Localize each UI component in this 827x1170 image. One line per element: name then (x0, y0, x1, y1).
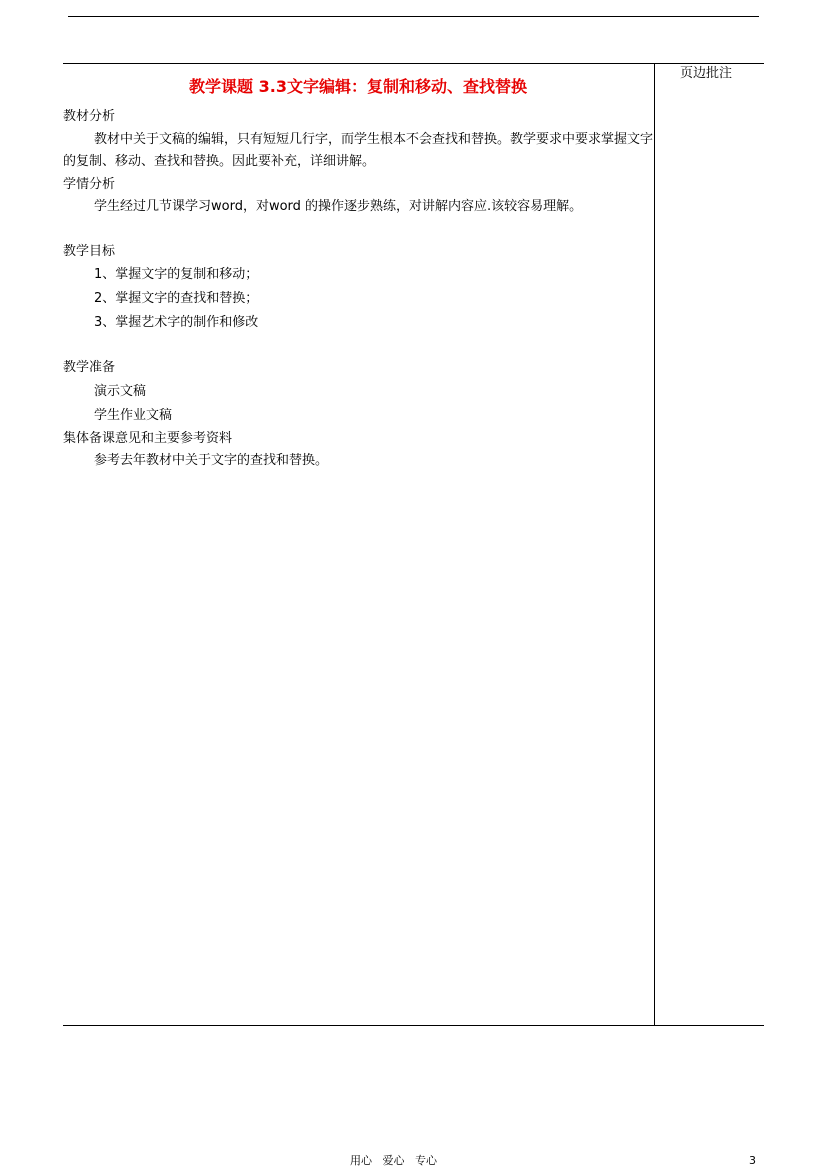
lesson-plan-body (63, 75, 653, 473)
spacer (63, 335, 653, 357)
section-heading-preparation: 教学准备 (63, 360, 116, 375)
objective-item: 1、掌握文字的复制和移动； (94, 267, 259, 282)
section-heading-student-analysis: 学情分析 (63, 176, 116, 192)
objective-item: 3、掌握艺术字的制作和修改 (94, 315, 259, 330)
table-bottom-border (63, 1025, 764, 1026)
preparation-item: 学生作业文稿 (94, 407, 173, 423)
spacer (63, 219, 653, 241)
section-heading-objectives: 教学目标 (63, 243, 116, 259)
section-heading-material-analysis: 教材分析 (63, 109, 116, 124)
material-analysis-text: 教材中关于文稿的编辑，只有短短几行字，而学生根本不会查找和替换。教学要求中要求掌握文字 的复制、移动、查找和替换。因此要补充，详细讲解。 (63, 131, 654, 169)
student-analysis-text: 学生经过几节课学习word，对word 的操作逐步熟练，对讲解内容应.该较容易理解。 (94, 199, 583, 214)
header-rule (68, 16, 759, 17)
margin-column-divider (654, 63, 655, 1026)
preparation-item: 演示文稿 (94, 383, 147, 399)
footer-motto: 用心 爱心 专心 (350, 1154, 437, 1167)
section-heading-references: 集体备课意见和主要参考资料 (63, 430, 233, 446)
table-top-border (63, 63, 764, 64)
lesson-title: 教学课题 3.3文字编辑：复制和移动、查找替换 (189, 77, 527, 96)
page-number: 3 (749, 1154, 756, 1167)
objective-item: 2、掌握文字的查找和替换； (94, 291, 259, 306)
references-text: 参考去年教材中关于文字的查找和替换。 (94, 453, 329, 468)
margin-note-label: 页边批注 (680, 66, 733, 81)
